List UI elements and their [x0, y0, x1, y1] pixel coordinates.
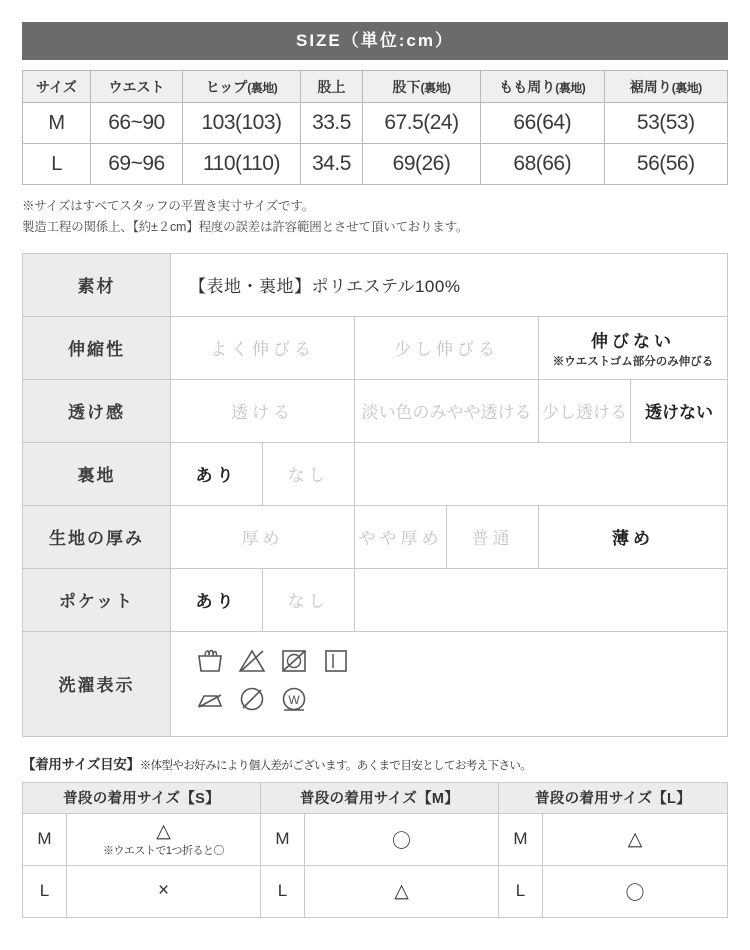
guide-m-row-l-mark: △	[305, 865, 499, 917]
guide-m-row-m-mark: 〇	[305, 813, 499, 865]
washing-icons-row-1	[195, 646, 727, 676]
size-l-thigh: 68(66)	[481, 144, 605, 185]
size-table-header-row	[23, 71, 728, 103]
spec-label-thickness: 生地の厚み	[23, 505, 171, 568]
size-m-thigh: 66(64)	[481, 103, 605, 144]
guide-m-row-m-size: M	[261, 813, 305, 865]
size-col-hip: ヒップ(裏地)	[183, 71, 301, 103]
size-l-label: L	[23, 144, 91, 185]
no-dry-clean-icon	[237, 684, 267, 714]
pocket-option-1: なし	[263, 568, 355, 631]
wearing-size-guide-table	[22, 782, 728, 918]
size-m-rise: 33.5	[301, 103, 363, 144]
size-m-hip: 103(103)	[183, 103, 301, 144]
spec-row-material	[23, 253, 728, 316]
guide-s-row-m-note: ※ウエストで1つ折ると〇	[102, 845, 225, 857]
sheerness-option-1: 淡い色のみやや透ける	[355, 379, 539, 442]
size-l-hip: 110(110)	[183, 144, 301, 185]
guide-title-bold: 【着用サイズ目安】	[22, 756, 140, 772]
spec-row-stretch	[23, 316, 728, 379]
size-col-size: サイズ	[23, 71, 91, 103]
size-note-2: 製造工程の関係上、【約±２cm】程度の誤差は許容範囲とさせて頂いております。	[22, 220, 469, 235]
guide-l-row-m-size: M	[499, 813, 543, 865]
spec-row-sheerness	[23, 379, 728, 442]
stretch-option-2-note: ※ウエストゴム部分のみ伸びる	[552, 355, 714, 368]
size-table	[22, 70, 728, 185]
sheerness-option-0: 透ける	[171, 379, 355, 442]
spec-label-washing: 洗濯表示	[23, 631, 171, 736]
size-m-inseam: 67.5(24)	[363, 103, 481, 144]
size-col-thigh: もも周り(裏地)	[481, 71, 605, 103]
no-iron-icon	[195, 684, 225, 714]
size-l-hem: 56(56)	[604, 144, 728, 185]
spec-value-material: 【表地・裏地】ポリエステル100%	[171, 253, 728, 316]
spec-label-stretch: 伸縮性	[23, 316, 171, 379]
sheerness-option-2: 少し透ける	[539, 379, 631, 442]
size-l-waist: 69~96	[91, 144, 183, 185]
spec-label-pocket: ポケット	[23, 568, 171, 631]
guide-l-row-m-mark: △	[543, 813, 728, 865]
pocket-option-0: あり	[171, 568, 263, 631]
guide-s-row-l-mark: ×	[67, 865, 261, 917]
size-l-inseam: 69(26)	[363, 144, 481, 185]
spec-label-material: 素材	[23, 253, 171, 316]
lining-blank	[355, 442, 728, 505]
size-m-label: M	[23, 103, 91, 144]
guide-l-row-l-size: L	[499, 865, 543, 917]
wet-clean-w-icon	[279, 684, 309, 714]
size-section-header: SIZE（単位:cm）	[22, 22, 728, 60]
stretch-option-2: 伸びない ※ウエストゴム部分のみ伸びる	[539, 316, 728, 379]
washing-icons-row-2	[195, 684, 727, 714]
guide-col-l: 普段の着用サイズ【L】	[499, 782, 728, 813]
size-m-hem: 53(53)	[604, 103, 728, 144]
line-dry-icon	[321, 646, 351, 676]
hand-wash-icon	[195, 646, 225, 676]
size-col-rise: 股上	[301, 71, 363, 103]
guide-title-note: ※体型やお好みにより個人差がございます。あくまで目安としてお考え下さい。	[139, 759, 532, 772]
size-l-rise: 34.5	[301, 144, 363, 185]
thickness-option-0: 厚め	[171, 505, 355, 568]
spec-row-thickness	[23, 505, 728, 568]
table-row	[23, 865, 728, 917]
washing-icons	[171, 631, 728, 736]
size-col-inseam: 股下(裏地)	[363, 71, 481, 103]
guide-col-m: 普段の着用サイズ【M】	[261, 782, 499, 813]
table-row	[23, 144, 728, 185]
spec-label-lining: 裏地	[23, 442, 171, 505]
size-m-waist: 66~90	[91, 103, 183, 144]
size-notes	[22, 196, 728, 239]
spec-row-washing	[23, 631, 728, 736]
guide-s-row-m-mark: △ ※ウエストで1つ折ると〇	[67, 813, 261, 865]
lining-option-0: あり	[171, 442, 263, 505]
guide-s-row-l-size: L	[23, 865, 67, 917]
svg-text:W: W	[288, 692, 300, 707]
pocket-blank	[355, 568, 728, 631]
guide-l-row-l-mark: 〇	[543, 865, 728, 917]
table-row	[23, 813, 728, 865]
guide-header-row	[23, 782, 728, 813]
stretch-option-1: 少し伸びる	[355, 316, 539, 379]
spec-label-sheerness: 透け感	[23, 379, 171, 442]
thickness-option-1: やや厚め	[355, 505, 447, 568]
guide-s-row-m-size: M	[23, 813, 67, 865]
no-bleach-icon	[237, 646, 267, 676]
sheerness-option-3: 透けない	[631, 379, 728, 442]
guide-m-row-l-size: L	[261, 865, 305, 917]
lining-option-1: なし	[263, 442, 355, 505]
thickness-option-3: 薄め	[539, 505, 728, 568]
guide-title	[22, 753, 728, 773]
guide-col-s: 普段の着用サイズ【S】	[23, 782, 261, 813]
table-row	[23, 103, 728, 144]
stretch-option-0: よく伸びる	[171, 316, 355, 379]
size-col-waist: ウエスト	[91, 71, 183, 103]
spec-row-pocket	[23, 568, 728, 631]
size-note-1: ※サイズはすべてスタッフの平置き実寸サイズです。	[22, 199, 314, 213]
spec-row-lining	[23, 442, 728, 505]
spec-table	[22, 253, 728, 737]
size-col-hem: 裾周り(裏地)	[604, 71, 728, 103]
thickness-option-2: 普通	[447, 505, 539, 568]
no-tumble-dry-icon	[279, 646, 309, 676]
